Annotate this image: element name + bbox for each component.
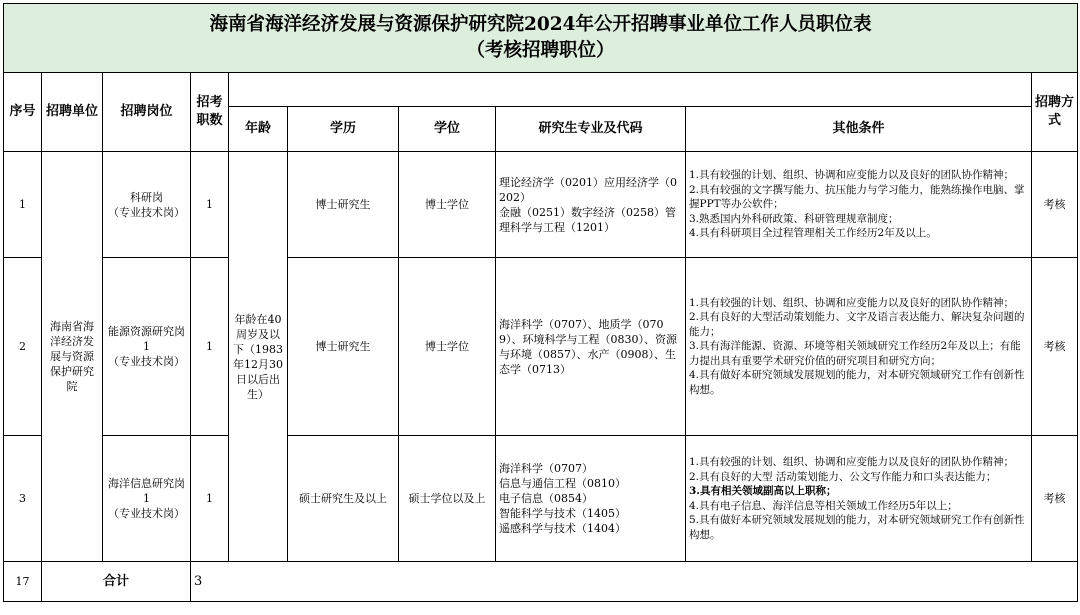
position-name: 能源资源研究岗1	[108, 325, 185, 353]
row-count: 1	[191, 258, 229, 436]
page-title	[4, 4, 1078, 73]
condition-line: 3.具有相关领域副高以上职称；	[689, 485, 837, 497]
condition-line: 4.具有电子信息、海洋信息等相关领域工作经历5年以上；	[689, 499, 958, 512]
condition-line: 1.具有较强的计划、组织、协调和应变能力以及良好的团队协作精神；	[689, 456, 1015, 468]
condition-line: 3.熟悉国内外科研政策、科研管理规章制度；	[689, 212, 899, 225]
row-position	[103, 258, 191, 436]
major-line: 信息与通信工程（0810）	[499, 477, 626, 490]
condition-line: 4.具有科研项目全过程管理相关工作经历2年及以上。	[689, 227, 937, 240]
condition-line: 3.具有海洋能源、资源、环境等相关领域研究工作经历2年及以上；有能力提出具有重要学术研究价值的研究项目和研究方向；	[689, 340, 1021, 367]
position-type: （专业技术岗）	[108, 205, 185, 219]
header-education: 学历	[288, 107, 399, 152]
header-other: 其他条件	[686, 107, 1032, 152]
major-line: 电子信息（0854）	[499, 492, 593, 505]
row-method: 考核	[1032, 152, 1078, 258]
major-line: 智能科学与技术（1405）	[499, 507, 626, 520]
row-conditions	[686, 152, 1032, 258]
major-line: 遥感科学与技术（1404）	[499, 522, 626, 535]
condition-line: 2.具有良好的大型 活动策划能力、公文写作能力和口头表达能力；	[689, 470, 997, 483]
header-seq: 序号	[4, 73, 42, 152]
condition-line: 2.具有较强的文字撰写能力、抗压能力与学习能力，能熟练操作电脑、掌握PPT等办公软件；	[689, 183, 1025, 211]
table-row	[4, 436, 1078, 562]
row-degree: 博士学位	[399, 258, 496, 436]
header-count: 招考职数	[191, 73, 229, 152]
row-count: 1	[191, 152, 229, 258]
position-name: 科研岗	[130, 190, 163, 204]
total-value: 3	[191, 562, 1078, 602]
position-type: （专业技术岗）	[108, 507, 185, 520]
major-line: 海洋科学（0707）	[499, 462, 593, 475]
row-method: 考核	[1032, 436, 1078, 562]
unit-name: 海南省海洋经济发展与资源保护研究院	[42, 152, 103, 562]
row-position	[103, 152, 191, 258]
total-seq: 17	[4, 562, 42, 602]
row-conditions	[686, 258, 1032, 436]
row-seq: 2	[4, 258, 42, 436]
row-seq: 1	[4, 152, 42, 258]
row-education: 博士研究生	[288, 152, 399, 258]
position-name: 海洋信息研究岗1	[108, 477, 185, 505]
header-age: 年龄	[229, 107, 288, 152]
row-degree: 硕士学位以及上	[399, 436, 496, 562]
table-row	[4, 258, 1078, 436]
condition-line: 5.具有做好本研究领域发展规划的能力，对本研究领域研究工作有创新性构想。	[689, 514, 1025, 541]
row-position	[103, 436, 191, 562]
header-method: 招聘方式	[1032, 73, 1078, 152]
header-position: 招聘岗位	[103, 73, 191, 152]
row-major: 理论经济学（0201）应用经济学（0202） 金融（0251）数字经济（0258）管理科学与工程（1201）	[496, 152, 686, 258]
row-conditions	[686, 436, 1032, 562]
total-label: 合计	[42, 562, 191, 602]
condition-line: 2.具有良好的大型活动策划能力、文字及语言表达能力、解决复杂问题的能力；	[689, 311, 1025, 338]
title-line2: （考核招聘职位）	[466, 40, 615, 61]
condition-line: 1.具有较强的计划、组织、协调和应变能力以及良好的团队协作精神；	[689, 169, 1015, 182]
condition-line: 4.具有做好本研究领域发展规划的能力，对本研究领域研究工作有创新性构想。	[689, 369, 1025, 396]
condition-line: 1.具有较强的计划、组织、协调和应变能力以及良好的团队协作精神；	[689, 296, 1015, 309]
row-education: 硕士研究生及以上	[288, 436, 399, 562]
row-method: 考核	[1032, 258, 1078, 436]
row-count: 1	[191, 436, 229, 562]
total-row	[4, 562, 1078, 602]
header-degree: 学位	[399, 107, 496, 152]
header-major: 研究生专业及代码	[496, 107, 686, 152]
header-unit: 招聘单位	[42, 73, 103, 152]
age-requirement: 年龄在40周岁及以下（1983年12月30日以后出生）	[229, 152, 288, 562]
position-type: （专业技术岗）	[108, 355, 185, 368]
table-row	[4, 152, 1078, 258]
row-major	[496, 436, 686, 562]
row-major: 海洋科学（0707）、地质学（0709）、环境科学与工程（0830）、资源与环境（0857）、水产（0908）、生态学（0713）	[496, 258, 686, 436]
title-line1: 海南省海洋经济发展与资源保护研究院2024年公开招聘事业单位工作人员职位表	[209, 14, 872, 35]
position-table	[3, 3, 1078, 602]
row-seq: 3	[4, 436, 42, 562]
header-spacer	[229, 73, 1032, 107]
row-degree: 博士学位	[399, 152, 496, 258]
row-education: 博士研究生	[288, 258, 399, 436]
